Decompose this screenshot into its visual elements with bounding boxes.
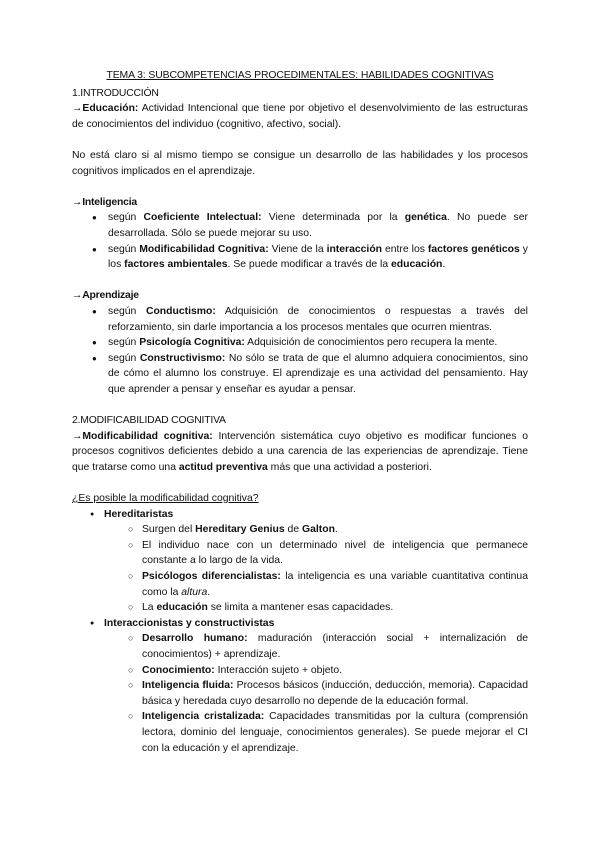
education-definition: →Educación: Actividad Intencional que tiene por objetivo el desenvolvimiento de las estructuras de conocimientos del individuo (cognitivo, afectivo, social). xyxy=(72,103,528,130)
question-heading: ¿Es posible la modificabilidad cognitiva? xyxy=(72,493,259,505)
list-item: ● según Coeficiente Intelectual: Viene determinada por la genética. No puede ser desarrollada. Sólo se puede mejorar su uso. xyxy=(72,210,528,241)
learning-list xyxy=(72,304,528,398)
education-label: →Educación: xyxy=(72,103,139,115)
interactionist-list xyxy=(72,631,528,756)
list-item: ○ Inteligencia fluida: Procesos básicos (inducción, deducción, memoria). Capacidad básica y heredada cuyo desarrollo no depende de la educación formal. xyxy=(72,678,528,709)
list-item: ○ Conocimiento: Interacción sujeto + objeto. xyxy=(72,663,528,679)
section-1-heading: 1.INTRODUCCIÓN xyxy=(72,87,159,99)
list-item: ○ El individuo nace con un determinado nivel de inteligencia que permanece constante a lo largo de la vida. xyxy=(72,538,528,569)
section-2-heading: 2.MODIFICABILIDAD COGNITIVA xyxy=(72,415,226,427)
theories-list xyxy=(72,507,528,757)
list-item: ○ Psicólogos diferencialistas: la inteligencia es una variable cuantitativa continua como la altura. xyxy=(72,569,528,600)
intro-paragraph: No está claro si al mismo tiempo se consigue un desarrollo de las habilidades y los procesos cognitivos implicados en el aprendizaje. xyxy=(72,149,528,177)
list-item: ● según Conductismo: Adquisición de conocimientos o respuestas a través del reforzamiento, sin darle importancia a los procesos mentales que ocurren mientras. xyxy=(72,304,528,335)
learning-heading: →Aprendizaje xyxy=(72,290,139,302)
list-item: ○ Desarrollo humano: maduración (interacción social + internalización de conocimientos) + aprendizaje. xyxy=(72,631,528,662)
list-item: ● según Psicología Cognitiva: Adquisición de conocimientos pero recupera la mente. xyxy=(72,335,528,351)
modifiability-definition: →Modificabilidad cognitiva: Intervención sistemática cuyo objetivo es modificar funciones o procesos cognitivos deficientes debido a una carencia de las experiencias de aprendizaje. Tiene que tratarse como una actitud preventiva más que una actividad a posteriori. xyxy=(72,430,528,473)
list-item: ● según Modificabilidad Cognitiva: Viene de la interacción entre los factores genéticos y los factores ambientales. Se puede modificar a través de la educación. xyxy=(72,242,528,273)
hereditarist-list xyxy=(72,522,528,616)
list-item: ○ Inteligencia cristalizada: Capacidades transmitidas por la cultura (comprensión lectora, dominio del lenguaje, conocimientos generales). Se puede mejorar el CI con la educación y el aprendizaje. xyxy=(72,709,528,756)
list-item: ● Interaccionistas y constructivistas ○ Desarrollo humano: maduración (interacción social + internalización de conocimientos) + aprendizaje. ○ Conocimiento: Interacción sujeto + objeto. ○ Inteligencia fluida: Procesos básicos (inducción, deducción, memoria). Capacidad básica y heredada cuyo desarrollo no depende de la educación formal. ○ Inteligencia cristalizada: Capacidades transmitidas por la cultura (comprensión lectora, dominio del lenguaje, conocimientos generales). Se puede mejorar el CI con la educación y el aprendizaje. xyxy=(72,616,528,756)
intelligence-list xyxy=(72,210,528,272)
list-item: ● Hereditaristas ○ Surgen del Hereditary Genius de Galton. ○ El individuo nace con un determinado nivel de inteligencia que permanece constante a lo largo de la vida. ○ Psicólogos diferencialistas: la inteligencia es una variable cuantitativa continua como la altura. ○ La educación se limita a mantener esas capacidades. xyxy=(72,507,528,616)
list-item: ○ La educación se limita a mantener esas capacidades. xyxy=(72,600,528,616)
intelligence-heading: →Inteligencia xyxy=(72,196,137,208)
list-item: ● según Constructivismo: No sólo se trata de que el alumno adquiera conocimientos, sino de cómo el alumno los construye. El aprendizaje es una actividad del pensamiento. Hay que aprender a pensar y enseñar es ayudar a pensar. xyxy=(72,351,528,398)
list-item: ○ Surgen del Hereditary Genius de Galton. xyxy=(72,522,528,538)
document-title: TEMA 3: SUBCOMPETENCIAS PROCEDIMENTALES: HABILIDADES COGNITIVAS xyxy=(106,70,494,81)
document-page xyxy=(72,68,528,756)
